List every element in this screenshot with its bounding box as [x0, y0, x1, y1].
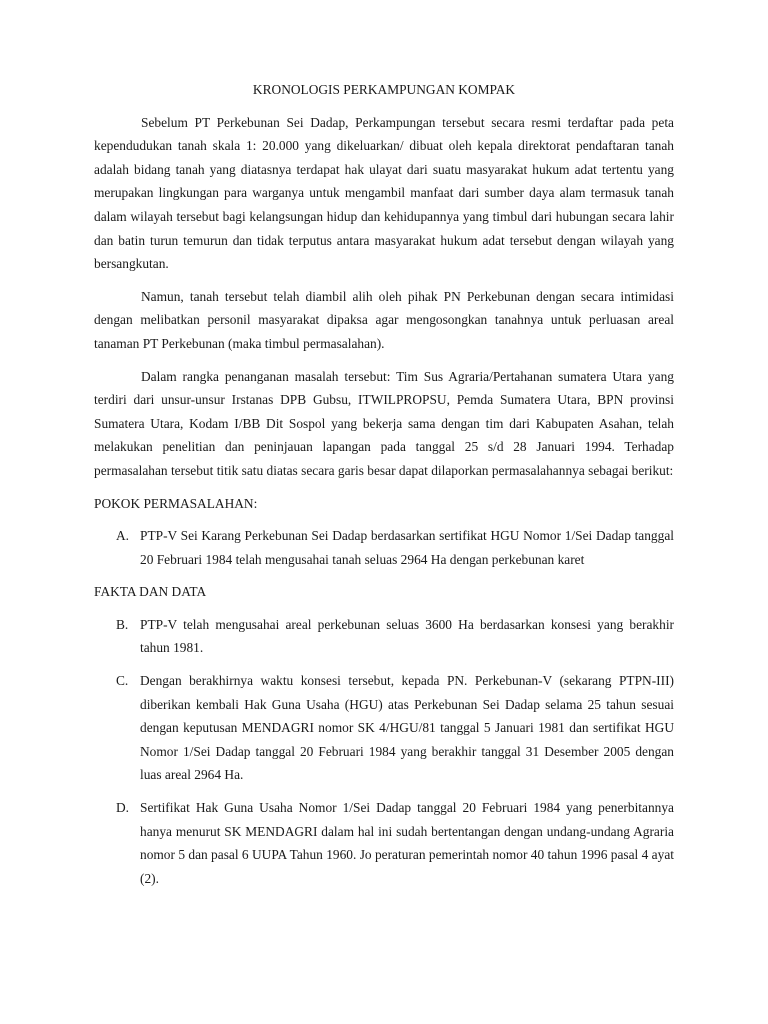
paragraph-takeover: Namun, tanah tersebut telah diambil alih oleh pihak PN Perkebunan dengan secara intimidasi dengan melibatkan personil masyarakat dipaksa agar mengosongkan tanahnya untuk perluasan areal tanaman PT Perkebunan (maka timbul permasalahan).: [94, 288, 674, 351]
document-title: KRONOLOGIS PERKAMPUNGAN KOMPAK: [252, 82, 516, 97]
section-heading-pokok-permasalahan: POKOK PERMASALAHAN:: [94, 495, 258, 511]
list-item-b: [94, 613, 674, 660]
document-body: [94, 78, 674, 899]
list-marker: C.: [116, 673, 129, 689]
list-item-d: [94, 796, 674, 890]
list-item-c: [94, 669, 674, 787]
paragraph-investigation: Dalam rangka penanganan masalah tersebut: Tim Sus Agraria/Pertahanan sumatera Utara yang terdiri dari unsur-unsur Irstanas DPB Gubsu, ITWILPROPSU, Pemda Sumatera Utara, BPN provinsi Sumatera Utara, Kodam I/BB Dit Sospol yang bekerja sama dengan tim dari Kabupaten Asahan, telah melakukan penelitian dan peninjauan lapangan pada tanggal 25 s/d 28 Januari 1994. Terhadap permasalahan tersebut titik satu diatas secara garis besar dapat dilaporkan permasalahannya sebagai berikut:: [94, 368, 674, 478]
list-item-text: Sertifikat Hak Guna Usaha Nomor 1/Sei Dadap tanggal 20 Februari 1984 yang penerbitannya hanya menurut SK MENDAGRI dalam hal ini sudah bertentangan dengan undang-undang Agraria nomor 5 dan pasal 6 UUPA Tahun 1960. Jo peraturan pemerintah nomor 40 tahun 1996 pasal 4 ayat (2).: [140, 800, 674, 886]
section-heading-fakta-dan-data: FAKTA DAN DATA: [94, 584, 207, 600]
list-item-a: [94, 524, 674, 571]
list-item-text: PTP-V Sei Karang Perkebunan Sei Dadap berdasarkan sertifikat HGU Nomor 1/Sei Dadap tanggal 20 Februari 1984 telah mengusahai tanah seluas 2964 Ha dengan perkebunan karet: [140, 528, 674, 567]
paragraph-intro: Sebelum PT Perkebunan Sei Dadap, Perkampungan tersebut secara resmi terdaftar pada peta kependudukan tanah skala 1: 20.000 yang dikeluarkan/ dibuat oleh kepala direktorat pendaftaran tanah adalah bidang tanah yang diatasnya terdapat hak ulayat dari suatu masyarakat hukum adat tertentu yang merupakan lingkungan para warganya untuk mengambil manfaat dari sumber daya alam termasuk tanah dalam wilayah tersebut bagi kelangsungan hidup dan kehidupannya yang timbul dari hubungan secara lahir dan batin turun temurun dan tidak terputus antara masyarakat hukum adat tersebut dengan wilayah yang bersangkutan.: [94, 114, 674, 272]
list-marker: D.: [116, 800, 130, 816]
list-item-text: PTP-V telah mengusahai areal perkebunan seluas 3600 Ha berdasarkan konsesi yang berakhir tahun 1981.: [140, 616, 674, 656]
list-marker: B.: [116, 616, 129, 632]
list-marker: A.: [116, 528, 130, 544]
list-item-text: Dengan berakhirnya waktu konsesi tersebut, kepada PN. Perkebunan-V (sekarang PTPN-III) diberikan kembali Hak Guna Usaha (HGU) atas Perkebunan Sei Dadap selama 25 tahun sesuai dengan keputusan MENDAGRI nomor SK 4/HGU/81 tanggal 5 Januari 1981 dan sertifikat HGU Nomor 1/Sei Dadap tanggal 20 Februari 1984 yang berakhir tanggal 31 Desember 2005 dengan luas areal 2964 Ha.: [140, 673, 674, 783]
